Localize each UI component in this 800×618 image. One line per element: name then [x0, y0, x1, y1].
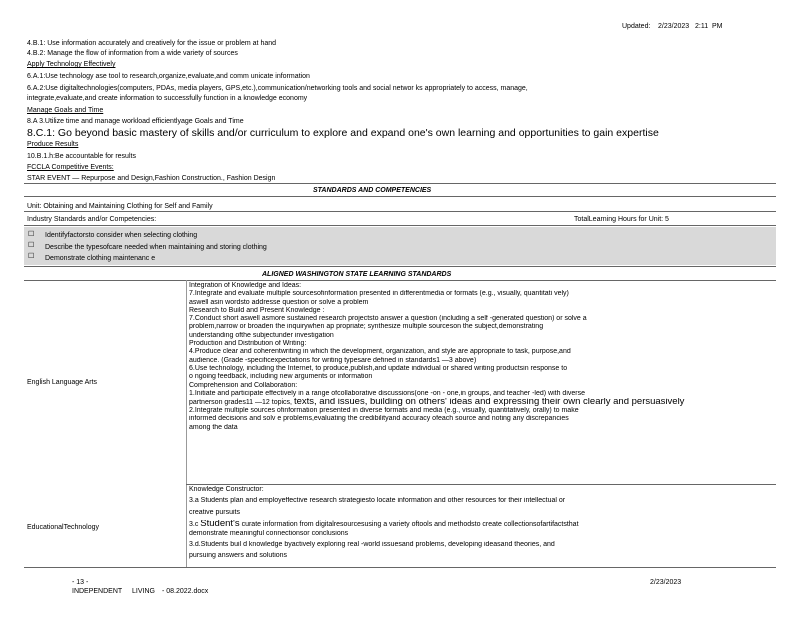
- bullet-icon: ☐: [28, 242, 35, 249]
- footer-doc-right: - 08.2022.docx: [162, 588, 209, 595]
- standard-line: 3.d.Students buil d knowledge byactively exploring real -world issuesand problems, developing ideasand theories, and: [189, 541, 555, 549]
- page-number: - 13 -: [72, 579, 89, 586]
- section-heading: Manage Goals and Time: [27, 107, 104, 114]
- standard-line-large: Student's: [200, 519, 240, 529]
- standard-line-suffix: curate information from digitalresourcesusing a variety oftools and methodsto create collectionsofartifactsthat: [241, 520, 579, 528]
- section-heading: FCCLA Competitive Events:: [27, 164, 114, 171]
- standard-line: among the data: [189, 423, 238, 431]
- standards-heading: STANDARDS AND COMPETENCIES: [313, 187, 432, 194]
- standard-line: understanding ofthe subjectunder investigation: [189, 331, 334, 339]
- standard-line: 1.Initiate and participate effectively in a range ofcollaborative discussions(one -on - one,in groups, and teacher -led) with diverse: [189, 389, 585, 397]
- footer-date: 2/23/2023: [650, 579, 682, 586]
- total-hours: TotalLearning Hours for Unit: 5: [574, 216, 669, 223]
- section-heading: Apply Technology Effectively: [27, 61, 116, 68]
- text-line: 10.B.1.h:Be accountable for results: [27, 153, 136, 160]
- competency-item: Demonstrate clothing maintenanc e: [45, 255, 156, 262]
- standard-line: 2.Integrate multiple sources ofinformation presented in diverse formats and media (e.g., visually, quantitatively, orally) to make: [189, 407, 579, 415]
- mixed-line: [189, 520, 764, 530]
- updated-date: 2/23/2023: [658, 23, 690, 30]
- text-line: 6.A.2:Use digitaltechnologies(computers, PDAs, media players, GPS,etc.),communication/networking tools and social networ ks appropriately to access, manage,: [27, 85, 528, 92]
- updated-ampm: PM: [712, 23, 723, 30]
- standard-line: Production and Distribution of Writing:: [189, 340, 307, 348]
- competency-item: Describe the typesofcare needed when maintaining and storing clothing: [45, 244, 267, 251]
- standard-line-large: texts, and issues, building on others' ideas and expressing their own clearly and persuasively: [293, 398, 685, 408]
- divider: [24, 225, 776, 226]
- standard-line: problem,narrow or broaden the inquirywhen ap propriate; synthesize multiple sourceson the subject,demonstrating: [189, 323, 544, 331]
- standard-line: demonstrate meaningful connectionsor conclusions: [189, 529, 349, 537]
- standard-line: o ngoing feedback, including new arguments or information: [189, 373, 373, 381]
- text-line: integrate,evaluate,and create information to successfully function in a knowledge economy: [27, 95, 308, 102]
- standard-line: 6.Use technology, including the Internet, to produce,publish,and update individual or shared writing productsin response to: [189, 364, 568, 372]
- divider: [24, 567, 776, 568]
- divider: [24, 183, 776, 184]
- divider: [186, 484, 776, 485]
- standard-line: Integration of Knowledge and Ideas:: [189, 282, 302, 289]
- standard-line: creative pursuits: [189, 508, 240, 516]
- footer-doc-mid: LIVING: [132, 588, 155, 595]
- standard-line: 4.Produce clear and coherentwriting in which the development, organization, and style are appropriate to task, purpose,and: [189, 348, 571, 356]
- updated-time: 2:11: [695, 23, 709, 30]
- standard-line-prefix: 3.c: [189, 520, 199, 528]
- column-divider: [186, 280, 187, 567]
- divider: [24, 266, 776, 267]
- standard-line: audience. (Grade -specificexpectations for writing typesare defined in standards1 —3 above): [189, 356, 477, 364]
- divider: [24, 211, 776, 212]
- bullet-icon: ☐: [28, 253, 35, 260]
- standard-line: 7.Integrate and evaluate multiple sourcesofinformation presented in differentmedia or formats (e.g., visually, quantitati vely): [189, 290, 569, 298]
- industry-label: Industry Standards and/or Competencies:: [27, 216, 157, 223]
- subject-english: English Language Arts: [27, 379, 98, 386]
- standard-line: aswell asin wordsto addresse question or solve a problem: [189, 298, 369, 306]
- subject-edtech: EducationalTechnology: [27, 524, 99, 531]
- standard-line: informed decisions and solv e problems,evaluating the credibilityand accuracy ofeach source and noting any discrepancies: [189, 415, 569, 423]
- ela-standards: [189, 282, 764, 432]
- large-text-line: 8.C.1: Go beyond basic mastery of skills and/or curriculum to explore and expand one's own learning and opportunities to gain expertise: [27, 127, 659, 139]
- section-heading: Produce Results: [27, 141, 79, 148]
- standard-line: pursuing answers and solutions: [189, 552, 288, 560]
- standard-line: Comprehension and Collaboration:: [189, 381, 298, 389]
- text-line: 4.B.1: Use information accurately and creatively for the issue or problem at hand: [27, 40, 277, 47]
- edtech-standards: [189, 486, 764, 561]
- divider: [24, 280, 776, 281]
- standard-line: 3.a Students plan and employeffective research strategiesto locate information and other resources for their intellectual or: [189, 497, 566, 505]
- aligned-heading: ALIGNED WASHINGTON STATE LEARNING STANDARDS: [262, 271, 452, 278]
- standard-line: Research to Build and Present Knowledge :: [189, 306, 325, 314]
- text-line: 8.A 3.Utilize time and manage workload efficientlyage Goals and Time: [27, 118, 244, 125]
- footer-doc-left: INDEPENDENT: [72, 588, 123, 595]
- unit-line: Unit: Obtaining and Maintaining Clothing for Self and Family: [27, 203, 213, 210]
- standard-line: 7.Conduct short aswell asmore sustained research projectsto answer a question (including a self -generated question) or solve a: [189, 315, 587, 323]
- text-line: STAR EVENT — Repurpose and Design,Fashion Construction., Fashion Design: [27, 175, 276, 182]
- mixed-line: [189, 398, 764, 407]
- updated-label: Updated:: [622, 23, 651, 30]
- text-line: 6.A.1:Use technology ase tool to research,organize,evaluate,and comm unicate information: [27, 73, 310, 80]
- standard-line-prefix: partnerson grades11 —12 topics,: [189, 399, 292, 407]
- text-line: 4.B.2: Manage the flow of information from a wide variety of sources: [27, 50, 238, 57]
- divider: [24, 196, 776, 197]
- competency-item: Identifyfactorsto consider when selecting clothing: [45, 232, 198, 239]
- bullet-icon: ☐: [28, 231, 35, 238]
- standard-line: Knowledge Constructor:: [189, 486, 264, 493]
